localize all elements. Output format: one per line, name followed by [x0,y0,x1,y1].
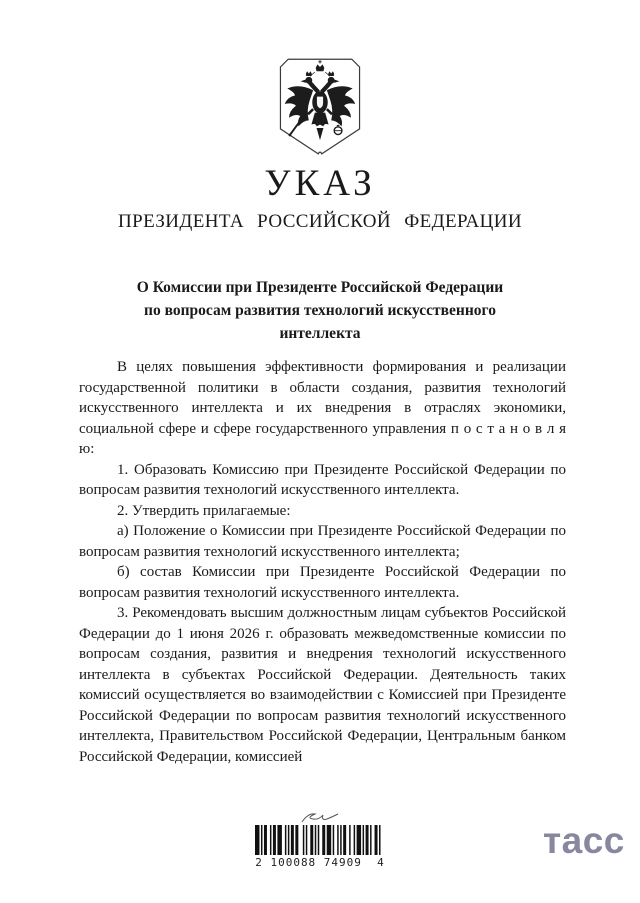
document-title: УКАЗ [264,163,376,204]
tass-logo: тасс [543,820,625,861]
subject-line: О Комиссии при Президенте Российской Федерации [136,279,504,296]
body-paragraph: 3. Рекомендовать высшим должностным лицам субъектов Российской Федерации до 1 июня 2026 г. образовать межведомственные комиссии по вопросам создания, развития и внедрения технологий искусственного интеллекта в субъектах Российской Федерации. Деятельность таких комиссий осуществляется во взаимодействии с Комиссией при Президенте Российской Федерации по вопросам развития технологий искусственного интеллекта, Правительством Российской Федерации, Центральным банком Российской Федерации, комиссией [79,605,566,765]
handwritten-mark-icon [299,810,341,825]
body-paragraph: а) Положение о Комиссии при Президенте Российской Федерации по вопросам развития технологий искусственного интеллекта; [79,523,566,560]
document-subtitle: ПРЕЗИДЕНТА РОССИЙСКОЙ ФЕДЕРАЦИИ [118,211,522,232]
body-paragraph: 1. Образовать Комиссию при Президенте Российской Федерации по вопросам развития технологий искусственного интеллекта. [79,461,566,498]
subject-line: интеллекта [279,325,361,342]
body-paragraph: В целях повышения эффективности формирования и реализации государственной политики в области создания, развития технологий искусственного интеллекта и их внедрения в отраслях экономики, социальной сфере и сфере государственного управления п о с т а н о в л я ю: [79,359,566,457]
body-paragraph: б) состав Комиссии при Президенте Российской Федерации по вопросам развития технологий искусственного интеллекта. [79,564,566,601]
document-body [79,357,566,819]
barcode [252,810,388,869]
subject-line: по вопросам развития технологий искусственного [144,302,496,319]
barcode-digits: 2 100088 74909 4 [255,856,385,869]
body-paragraph: 2. Утвердить прилагаемые: [117,502,291,519]
document-subject [0,276,640,345]
russian-coat-of-arms-icon [277,56,363,164]
barcode-bars [255,825,385,855]
